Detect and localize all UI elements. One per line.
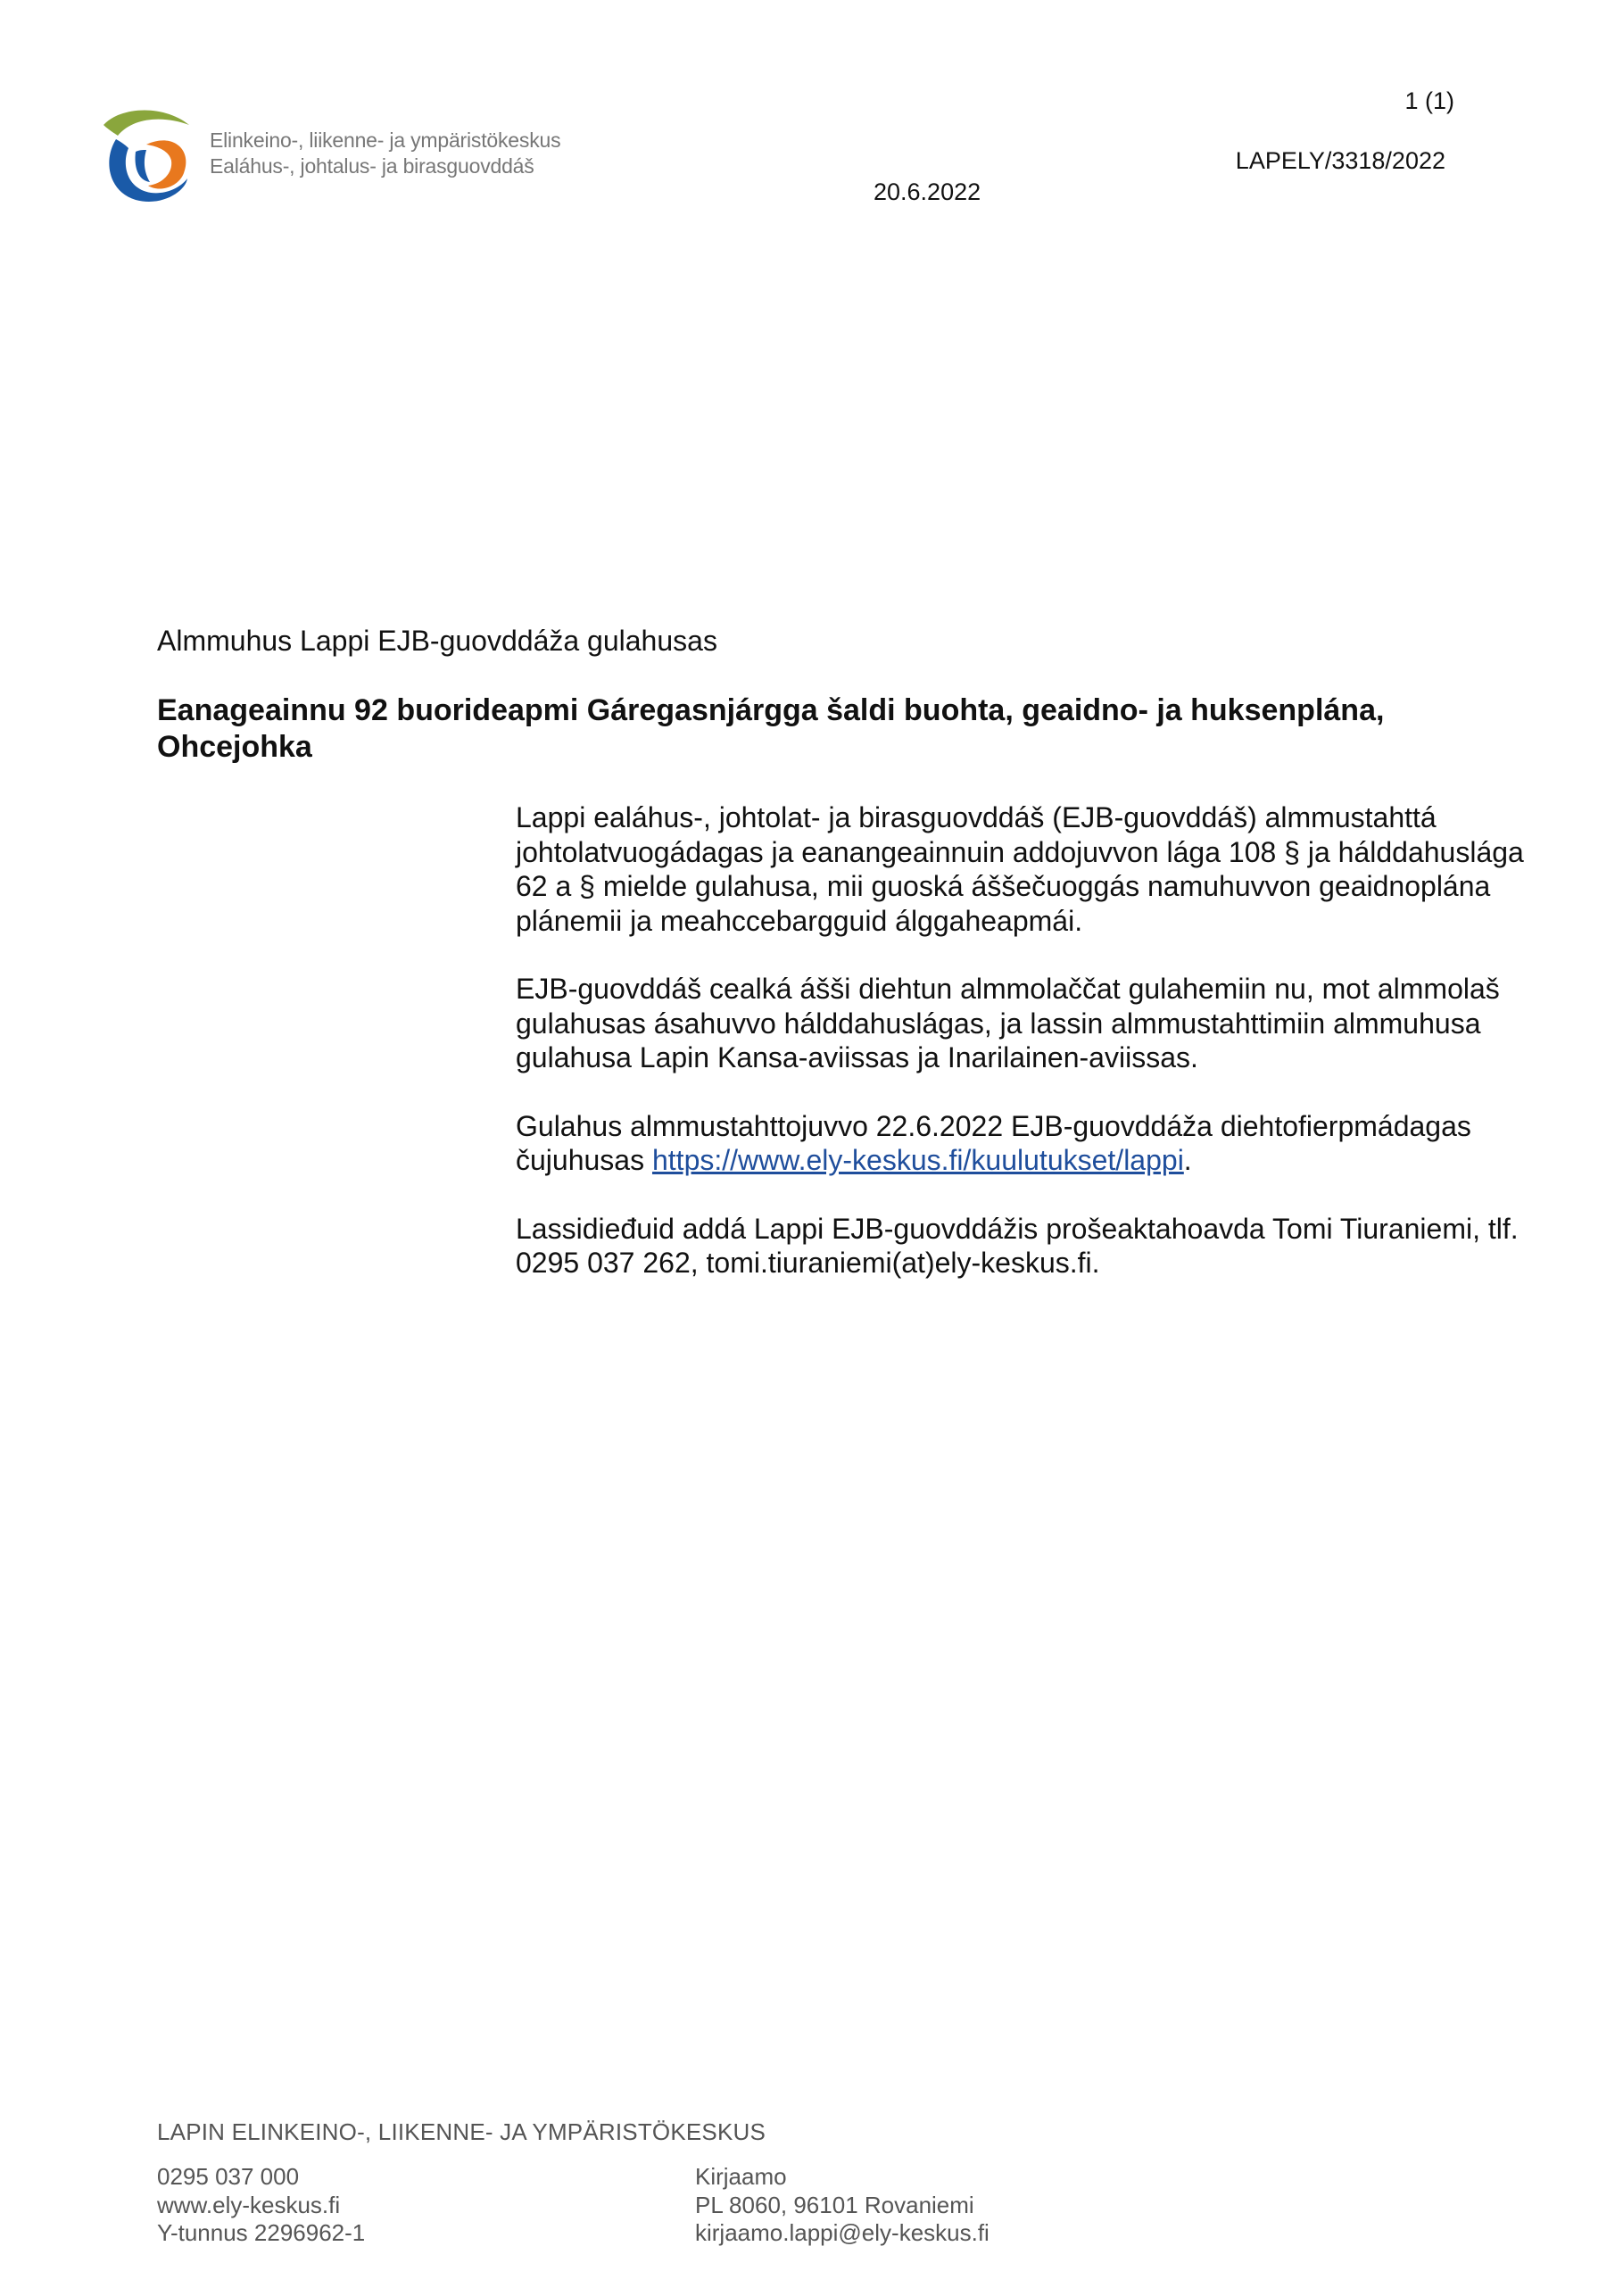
footer-business-id: Y-tunnus 2296962-1 [157,2219,366,2246]
footer-registry-label: Kirjaamo [695,2163,787,2190]
footer-website: www.ely-keskus.fi [157,2191,341,2218]
paragraph-3 [516,1109,1551,1178]
announcements-link[interactable]: https://www.ely-keskus.fi/kuulutukset/lappi [651,1144,1184,1176]
page-number: 1 (1) [1404,87,1454,114]
ely-logo-icon [100,105,196,205]
paragraph-2: EJB-guovddáš cealká ášši diehtun almmolaččat gulahemiin nu, mot almmolaš gulahusas ásahuvvo hálddahuslágas, ja lassin almmustahttimiin almmuhusa gulahusa Lapin Kansa-aviissas ja Inarilainen-aviissas. [516,973,1500,1073]
footer-registry [695,2163,990,2248]
paragraph-3-end: . [1183,1144,1192,1176]
org-name-fi: Elinkeino-, liikenne- ja ympäristökeskus [210,128,561,152]
document-title: Eanageainnu 92 buorideapmi Gáregasnjárgga šaldi buohta, geaidno- ja huksenplána, Ohcejohka [157,693,1385,764]
org-name-se: Ealáhus-, johtalus- ja birasguovddáš [210,154,534,178]
footer-address: PL 8060, 96101 Rovaniemi [695,2191,974,2218]
body-text [516,800,1551,1314]
paragraph-4: Lassidieđuid addá Lappi EJB-guovddážis prošeaktahoavda Tomi Tiuraniemi, tlf. 0295 037 262, tomi.tiuraniemi(at)ely-keskus.fi. [516,1212,1519,1279]
paragraph-1: Lappi ealáhus-, johtolat- ja birasguovddáš (EJB-guovddáš) almmustahttá johtolatvuogádagas ja eanangeainnuin addojuvvon lága 108 § ja hálddahuslága 62 a § mielde gulahusa, mii guoská áššečuoggás namuhuvvon geaidnoplána plánemii ja meahccebargguid álggaheapmái. [516,801,1524,937]
announcement-heading: Almmuhus Lappi EJB-guovddáža gulahusas [157,625,717,657]
footer-registry-email: kirjaamo.lappi@ely-keskus.fi [695,2219,990,2246]
document-date: 20.6.2022 [874,178,981,205]
footer-org-name: LAPIN ELINKEINO-, LIIKENNE- JA YMPÄRISTÖKESKUS [157,2118,766,2145]
footer-phone: 0295 037 000 [157,2163,300,2190]
paragraph-3-text: Gulahus almmustahttojuvvo 22.6.2022 EJB-guovddáža diehtofierpmádagas čujuhusas [516,1109,1471,1176]
footer-contact [157,2163,365,2248]
reference-number: LAPELY/3318/2022 [1235,147,1445,174]
